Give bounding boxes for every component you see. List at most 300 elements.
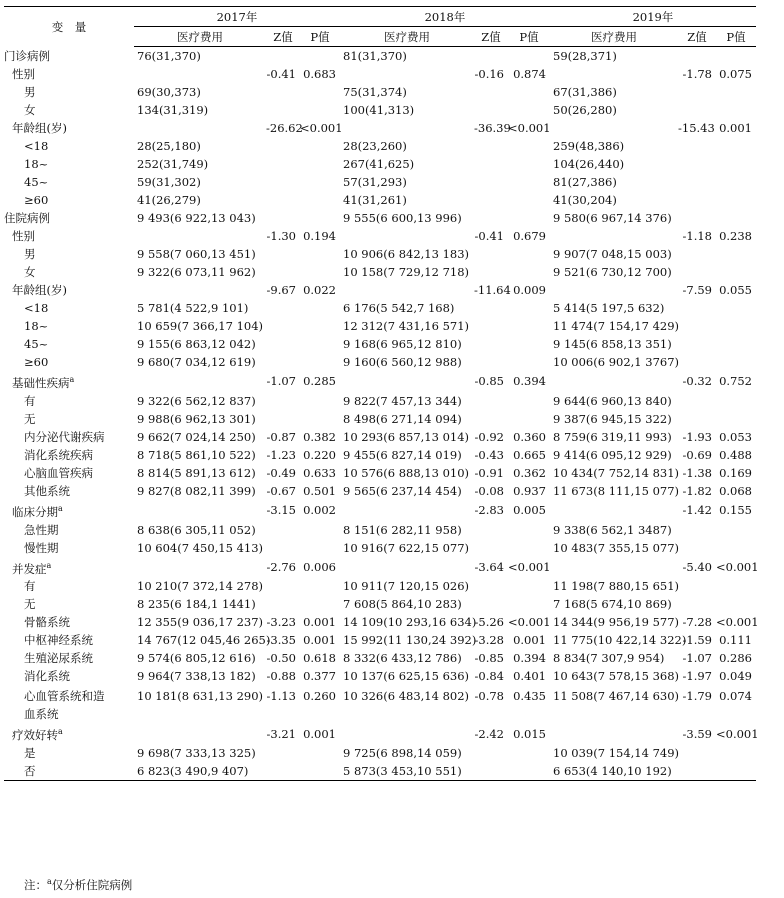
z-cell xyxy=(474,539,508,557)
cost-cell xyxy=(340,281,474,299)
row-label xyxy=(4,191,134,209)
cost-cell: 9 414(6 095,12 929) xyxy=(553,447,672,462)
p-cell: 0.075 xyxy=(719,67,752,81)
z-cell xyxy=(678,209,716,227)
p-cell xyxy=(508,245,550,263)
z-cell xyxy=(474,353,508,371)
row-label xyxy=(4,209,134,227)
z-cell: -1.82 xyxy=(682,483,712,498)
cost-cell: 9 493(6 922,13 043) xyxy=(137,211,256,225)
p-cell xyxy=(716,744,756,762)
z-cell xyxy=(678,245,716,263)
p-cell xyxy=(300,335,340,353)
cost-cell: 14 767(12 045,46 265) xyxy=(137,633,271,648)
row-label-text: 是 xyxy=(24,746,36,761)
row-label-text: 其他系统 xyxy=(24,483,70,498)
z-cell: -0.49 xyxy=(266,465,296,480)
z-cell xyxy=(474,209,508,227)
cost-cell xyxy=(134,227,266,245)
row-label-text: 生殖泌尿系统 xyxy=(24,651,93,666)
z-cell: -0.87 xyxy=(266,429,296,444)
cost-cell: 9 725(6 898,14 059) xyxy=(343,746,462,761)
p-cell xyxy=(300,595,340,613)
cost-cell: 10 576(6 888,13 010) xyxy=(343,465,470,480)
row-label xyxy=(4,446,134,464)
cost-cell xyxy=(550,227,678,245)
p-cell xyxy=(508,762,550,781)
cost-cell: 5 414(5 197,5 632) xyxy=(553,301,665,315)
z-cell xyxy=(678,263,716,281)
p-cell xyxy=(716,335,756,353)
row-label-text: 性别 xyxy=(12,67,35,81)
p-cell xyxy=(508,744,550,762)
row-label-text: 女 xyxy=(24,265,36,279)
cost-cell: 59(28,371) xyxy=(553,49,617,63)
row-label xyxy=(4,613,134,631)
p-cell xyxy=(716,577,756,595)
p-cell xyxy=(300,209,340,227)
cost-cell: 28(25,180) xyxy=(137,139,201,153)
cost-cell: 14 109(10 293,16 634) xyxy=(343,615,477,630)
cost-cell: 9 168(6 965,12 810) xyxy=(343,337,462,351)
row-label-text: 18~ xyxy=(24,157,49,171)
cost-cell: 76(31,370) xyxy=(137,49,201,63)
p-cell: 0.286 xyxy=(719,651,752,666)
z-cell xyxy=(474,521,508,539)
cost-cell xyxy=(340,119,474,137)
table-row xyxy=(4,557,756,578)
cost-cell: 9 580(6 967,14 376) xyxy=(553,211,672,225)
p-cell xyxy=(716,245,756,263)
p-cell xyxy=(300,577,340,595)
cost-cell: 10 659(7 366,17 104) xyxy=(137,319,264,333)
p-cell xyxy=(300,83,340,101)
cost-cell: 59(31,302) xyxy=(137,175,201,189)
row-label-text: 45~ xyxy=(24,337,49,351)
row-label xyxy=(4,335,134,353)
z-cell: -3.21 xyxy=(266,726,296,741)
p-cell: <0.001 xyxy=(716,726,759,741)
z-cell xyxy=(678,577,716,595)
row-label-text: 基础性疾病 xyxy=(12,375,70,390)
z-cell xyxy=(266,173,300,191)
cost-cell: 9 145(6 858,13 351) xyxy=(553,337,672,351)
p-cell xyxy=(300,317,340,335)
cost-cell xyxy=(550,371,678,392)
row-label-text: 18~ xyxy=(24,319,49,333)
p-cell xyxy=(300,410,340,428)
table-row xyxy=(4,539,756,557)
row-label xyxy=(4,47,134,66)
row-label xyxy=(4,762,134,781)
table-row xyxy=(4,101,756,119)
z-cell xyxy=(266,744,300,762)
cost-cell: 9 338(6 562,1 3487) xyxy=(553,522,672,537)
cost-cell xyxy=(340,723,474,744)
table-row xyxy=(4,667,756,685)
table-row xyxy=(4,631,756,649)
p-cell xyxy=(508,410,550,428)
cost-cell: 9 565(6 237,14 454) xyxy=(343,483,462,498)
cost-cell: 57(31,293) xyxy=(343,175,407,189)
p-cell: 0.002 xyxy=(303,503,336,518)
z-cell xyxy=(266,539,300,557)
z-cell: -5.40 xyxy=(682,560,712,575)
z-cell: -11.64 xyxy=(474,283,511,297)
z-cell xyxy=(678,83,716,101)
z-cell xyxy=(266,317,300,335)
cost-cell: 9 822(7 457,13 344) xyxy=(343,393,462,408)
row-label xyxy=(4,245,134,263)
z-cell: -3.64 xyxy=(474,560,504,575)
cost-cell xyxy=(340,65,474,83)
p-cell xyxy=(300,101,340,119)
p-cell: 0.053 xyxy=(719,429,752,444)
cost-cell: 12 355(9 036,17 237) xyxy=(137,615,264,630)
z-cell xyxy=(266,245,300,263)
cost-cell: 50(26,280) xyxy=(553,103,617,117)
z-cell: -0.41 xyxy=(474,229,504,243)
row-label-text: <18 xyxy=(24,301,49,315)
z-cell xyxy=(678,353,716,371)
table-row xyxy=(4,353,756,371)
row-label-text: 门诊病例 xyxy=(4,48,50,63)
table-header xyxy=(4,7,756,47)
cost-cell: 9 698(7 333,13 325) xyxy=(137,746,256,761)
row-label-text: 骨骼系统 xyxy=(24,615,70,630)
p-cell xyxy=(300,137,340,155)
p-cell: 0.055 xyxy=(719,283,752,297)
cost-cell: 9 387(6 945,15 322) xyxy=(553,411,672,426)
p-cell xyxy=(508,47,550,66)
cost-cell: 8 151(6 282,11 958) xyxy=(343,522,462,537)
p-cell: 0.001 xyxy=(303,726,336,741)
cost-cell: 10 906(6 842,13 183) xyxy=(343,247,470,261)
row-label xyxy=(4,83,134,101)
cost-cell: 15 992(11 130,24 392) xyxy=(343,633,477,648)
p-cell xyxy=(300,191,340,209)
p-cell xyxy=(716,101,756,119)
row-label xyxy=(4,631,134,649)
row-label-text: 有 xyxy=(24,579,36,594)
footnote-mark: a xyxy=(69,375,75,384)
footnote-mark: a xyxy=(58,727,63,737)
cost-cell: 10 643(7 578,15 368) xyxy=(553,669,680,684)
p-cell xyxy=(508,317,550,335)
header-year-2018: 2018年 xyxy=(340,7,550,27)
p-cell xyxy=(300,299,340,317)
row-label xyxy=(4,227,134,245)
cost-cell: 11 775(10 422,14 322) xyxy=(553,633,687,648)
z-cell: -1.59 xyxy=(682,633,712,648)
cost-cell: 10 326(6 483,14 802) xyxy=(343,689,470,704)
cost-cell: 10 006(6 902,1 3767) xyxy=(553,355,680,369)
z-cell: -1.23 xyxy=(266,447,296,462)
cost-cell: 11 474(7 154,17 429) xyxy=(553,319,680,333)
p-cell: 0.665 xyxy=(513,447,546,462)
header-p: P值 xyxy=(300,27,340,47)
row-label-text: 有 xyxy=(24,393,36,408)
z-cell: -1.79 xyxy=(682,689,712,704)
p-cell xyxy=(716,137,756,155)
row-label-text: 无 xyxy=(24,597,36,612)
cost-cell: 8 718(5 861,10 522) xyxy=(137,447,256,462)
row-label xyxy=(4,371,134,392)
row-label-text: 临床分期 xyxy=(12,504,58,519)
cost-cell: 10 911(7 120,15 026) xyxy=(343,579,470,594)
row-label xyxy=(4,482,134,500)
header-cost: 医疗费用 xyxy=(134,27,266,47)
z-cell xyxy=(266,521,300,539)
p-cell xyxy=(300,392,340,410)
row-label-text: 男 xyxy=(24,85,36,99)
row-label-text: 心血管系统和造 xyxy=(24,689,105,704)
cost-cell: 9 680(7 034,12 619) xyxy=(137,355,256,369)
z-cell xyxy=(678,191,716,209)
cost-cell: 8 332(6 433,12 786) xyxy=(343,651,462,666)
cost-cell: 75(31,374) xyxy=(343,85,407,99)
cost-cell: 81(27,386) xyxy=(553,175,617,189)
z-cell xyxy=(678,539,716,557)
table-row xyxy=(4,209,756,227)
z-cell xyxy=(266,335,300,353)
z-cell xyxy=(474,595,508,613)
row-label-text: 内分泌代谢疾病 xyxy=(24,429,105,444)
cost-cell: 252(31,749) xyxy=(137,157,209,171)
header-year-2017: 2017年 xyxy=(134,7,340,27)
z-cell xyxy=(266,595,300,613)
z-cell: -36.39 xyxy=(474,121,511,135)
table-row xyxy=(4,685,756,723)
z-cell: -9.67 xyxy=(266,283,296,297)
z-cell xyxy=(266,263,300,281)
p-cell: <0.001 xyxy=(716,560,759,575)
p-cell: 0.001 xyxy=(303,615,336,630)
z-cell xyxy=(266,353,300,371)
z-cell: -0.88 xyxy=(266,669,296,684)
cost-cell: 10 137(6 625,15 636) xyxy=(343,669,470,684)
row-label-text: 否 xyxy=(24,764,36,779)
table-row xyxy=(4,227,756,245)
z-cell: -3.28 xyxy=(474,633,504,648)
row-label-text: 无 xyxy=(24,411,36,426)
table-row xyxy=(4,263,756,281)
row-label xyxy=(4,410,134,428)
cost-cell: 9 155(6 863,12 042) xyxy=(137,337,256,351)
row-label-text: 性别 xyxy=(12,229,35,243)
p-cell: 0.260 xyxy=(303,689,336,704)
cost-cell: 9 322(6 562,12 837) xyxy=(137,393,256,408)
table-row xyxy=(4,613,756,631)
table-row xyxy=(4,83,756,101)
row-label xyxy=(4,155,134,173)
p-cell: 0.074 xyxy=(719,689,752,704)
cost-cell: 9 907(7 048,15 003) xyxy=(553,247,672,261)
z-cell: -1.13 xyxy=(266,689,296,704)
p-cell xyxy=(300,47,340,66)
row-label-text: 年龄组(岁) xyxy=(12,121,67,135)
row-label-text: 女 xyxy=(24,103,36,117)
p-cell: 0.394 xyxy=(513,374,546,389)
p-cell: 0.001 xyxy=(513,633,546,648)
z-cell: -5.26 xyxy=(474,615,504,630)
z-cell xyxy=(474,191,508,209)
z-cell xyxy=(678,101,716,119)
z-cell xyxy=(474,101,508,119)
cost-cell: 10 483(7 355,15 077) xyxy=(553,540,680,555)
p-cell: 0.220 xyxy=(303,447,336,462)
p-cell xyxy=(300,521,340,539)
footnote-mark: a xyxy=(47,877,52,887)
cost-cell: 259(48,386) xyxy=(553,139,625,153)
cost-cell xyxy=(134,119,266,137)
z-cell: -3.15 xyxy=(266,503,296,518)
p-cell xyxy=(508,191,550,209)
z-cell: -0.91 xyxy=(474,465,504,480)
cost-cell xyxy=(340,371,474,392)
p-cell xyxy=(716,263,756,281)
cost-cell: 28(23,260) xyxy=(343,139,407,153)
p-cell: 0.155 xyxy=(719,503,752,518)
z-cell xyxy=(678,392,716,410)
row-label-text: ≥60 xyxy=(24,355,49,369)
p-cell xyxy=(300,155,340,173)
z-cell xyxy=(474,335,508,353)
cost-cell: 104(26,440) xyxy=(553,157,625,171)
z-cell xyxy=(474,410,508,428)
cost-cell: 41(31,261) xyxy=(343,193,407,207)
z-cell: -0.50 xyxy=(266,651,296,666)
p-cell xyxy=(508,137,550,155)
z-cell xyxy=(474,137,508,155)
row-label xyxy=(4,557,134,578)
p-cell xyxy=(716,173,756,191)
z-cell xyxy=(474,577,508,595)
row-label-text: 疗效好转 xyxy=(12,728,58,743)
z-cell xyxy=(474,762,508,781)
row-label xyxy=(4,685,134,723)
p-cell: 0.362 xyxy=(513,465,546,480)
row-label-text: 住院病例 xyxy=(4,211,50,225)
header-cost: 医疗费用 xyxy=(340,27,474,47)
z-cell xyxy=(474,392,508,410)
z-cell: -1.78 xyxy=(682,67,712,81)
z-cell xyxy=(678,762,716,781)
cost-cell: 7 608(5 864,10 283) xyxy=(343,597,462,612)
p-cell xyxy=(508,173,550,191)
row-label xyxy=(4,500,134,521)
z-cell xyxy=(678,137,716,155)
p-cell: <0.001 xyxy=(716,615,759,630)
table-row xyxy=(4,482,756,500)
p-cell xyxy=(716,47,756,66)
p-cell: 0.006 xyxy=(303,560,336,575)
cost-cell: 41(30,204) xyxy=(553,193,617,207)
row-label xyxy=(4,65,134,83)
p-cell: 0.874 xyxy=(513,67,546,81)
z-cell xyxy=(678,595,716,613)
p-cell: <0.001 xyxy=(300,121,343,135)
row-label-text: 消化系统疾病 xyxy=(24,447,93,462)
p-cell: <0.001 xyxy=(508,615,551,630)
table-row xyxy=(4,155,756,173)
p-cell xyxy=(508,577,550,595)
cost-cell: 6 823(3 490,9 407) xyxy=(134,762,266,781)
cost-table xyxy=(4,6,759,781)
z-cell: -26.62 xyxy=(266,121,303,135)
z-cell: -2.83 xyxy=(474,503,504,518)
z-cell xyxy=(266,762,300,781)
cost-cell: 8 235(6 184,1 1441) xyxy=(137,597,256,612)
row-label-text: <18 xyxy=(24,139,49,153)
p-cell: 0.633 xyxy=(303,465,336,480)
p-cell: 0.382 xyxy=(303,429,336,444)
p-cell xyxy=(508,101,550,119)
cost-cell: 6 653(4 140,10 192) xyxy=(550,762,678,781)
header-z: Z值 xyxy=(678,27,716,47)
p-cell: 0.501 xyxy=(303,483,336,498)
cost-cell xyxy=(550,557,678,578)
cost-cell: 8 498(6 271,14 094) xyxy=(343,411,462,426)
z-cell: -1.38 xyxy=(682,465,712,480)
cost-cell: 9 988(6 962,13 301) xyxy=(137,411,256,426)
cost-cell: 9 964(7 338,13 182) xyxy=(137,669,256,684)
z-cell: -0.67 xyxy=(266,483,296,498)
cost-cell: 81(31,370) xyxy=(343,49,407,63)
cost-cell: 100(41,313) xyxy=(343,103,415,117)
cost-cell xyxy=(550,723,678,744)
p-cell xyxy=(508,209,550,227)
z-cell xyxy=(474,83,508,101)
p-cell: 0.001 xyxy=(303,633,336,648)
z-cell xyxy=(474,299,508,317)
z-cell xyxy=(474,744,508,762)
cost-cell: 5 781(4 522,9 101) xyxy=(137,301,249,315)
cost-cell xyxy=(134,557,266,578)
row-label-text: 中枢神经系统 xyxy=(24,633,93,648)
table-row xyxy=(4,723,756,744)
table-row xyxy=(4,371,756,392)
z-cell: -0.85 xyxy=(474,374,504,389)
table-row xyxy=(4,245,756,263)
p-cell xyxy=(716,317,756,335)
p-cell: 0.049 xyxy=(719,669,752,684)
row-label xyxy=(4,353,134,371)
z-cell xyxy=(266,577,300,595)
cost-cell: 11 508(7 467,14 630) xyxy=(553,689,680,704)
z-cell: -0.92 xyxy=(474,429,504,444)
p-cell xyxy=(716,595,756,613)
cost-cell xyxy=(550,119,678,137)
table-row xyxy=(4,335,756,353)
z-cell: -0.08 xyxy=(474,483,504,498)
p-cell xyxy=(508,155,550,173)
row-label-text: 年龄组(岁) xyxy=(12,283,67,297)
p-cell: 0.752 xyxy=(719,374,752,389)
z-cell: -1.30 xyxy=(266,229,296,243)
p-cell xyxy=(300,744,340,762)
row-label xyxy=(4,744,134,762)
row-label xyxy=(4,649,134,667)
header-p: P值 xyxy=(716,27,756,47)
cost-cell: 10 158(7 729,12 718) xyxy=(343,265,470,279)
row-label xyxy=(4,539,134,557)
p-cell xyxy=(716,83,756,101)
z-cell xyxy=(266,209,300,227)
z-cell xyxy=(266,47,300,66)
p-cell: 0.009 xyxy=(513,283,546,297)
cost-cell: 9 322(6 073,11 962) xyxy=(137,265,256,279)
